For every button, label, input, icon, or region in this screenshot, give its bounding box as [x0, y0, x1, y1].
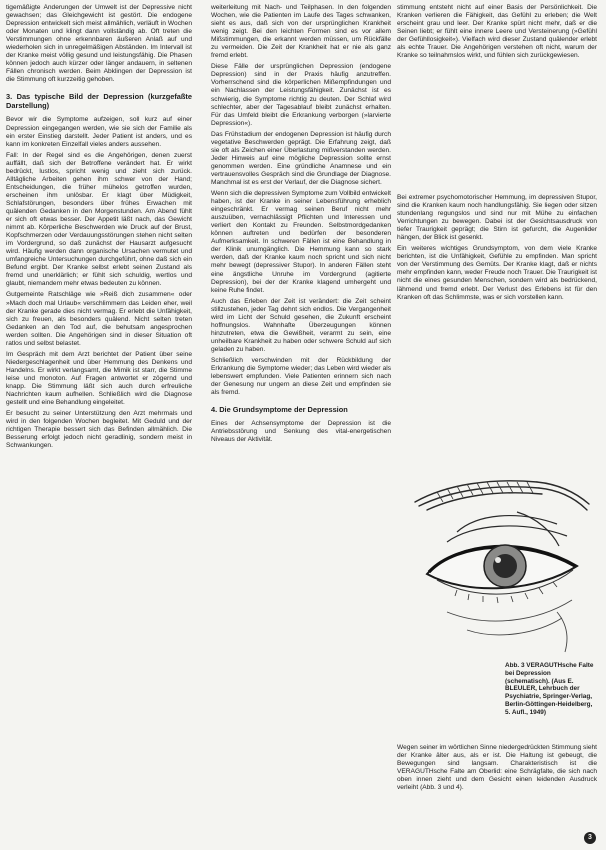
- paragraph: Wegen seiner im wörtlichen Sinne niedergedrückten Stimmung sieht der Kranke älter aus, als er ist. Die Haltung ist gebeugt, die Bewegungen sind langsam. Charakteristisch ist die VERAGUTHsche Falte am Oberlid: eine Schrägfalte, die sich nach oben innen zieht und dem Gesicht einen leidenden Ausdruck verleiht (Abb. 3 und 4).: [397, 744, 597, 792]
- paragraph: Eines der Achsensymptome der Depression ist die Antriebsstörung und Senkung des vital-energetischen Niveaus der Aktivität.: [211, 420, 391, 444]
- paragraph: Fall: In der Regel sind es die Angehörigen, denen zuerst auffällt, daß sich der Betroffene verändert hat. Er wirkt bedrückt, lustlos, spricht wenig und zieht sich zurück. Alltägliche Arbeiten gehen ihm schwer von der Hand; Entscheidungen, die früher mühelos getroffen wurden, erscheinen ihm unlösbar. Er klagt über Müdigkeit, Schlafstörungen, besonders über frühes Erwachen mit quälenden Gedanken in den Morgenstunden. Am Abend fühlt er sich oft etwas besser. Der Appetit läßt nach, das Gewicht nimmt ab. Körperliche Beschwerden wie Druck auf der Brust, Kopfschmerzen oder Verdauungsstörungen stehen nicht selten im Vordergrund, so daß zunächst der Hausarzt aufgesucht wird. Häufig werden dann organische Ursachen vermutet und umfangreiche Untersuchungen durchgeführt, ohne daß sich ein Befund ergibt. Der Kranke selbst erlebt seinen Zustand als fremd und unerklärlich; er fühlt sich schuldig, wertlos und glaubt, niemandem mehr etwas bedeuten zu können.: [6, 151, 192, 288]
- section-heading: 3. Das typische Bild der Depression (kurzgefaßte Darstellung): [6, 92, 192, 111]
- page-number: 3: [584, 832, 596, 844]
- text-column-left: [6, 4, 192, 846]
- paragraph: Im Gespräch mit dem Arzt berichtet der Patient über seine Niedergeschlagenheit und über Hemmung des Denkens und Handelns. Er wirkt verlangsamt, die Mimik ist starr, die Stimme leise und monoton. Auf Fragen antwortet er zögernd und knapp. Die Stimmung läßt sich auch durch erfreuliche Nachrichten kaum aufhellen. Schließlich wird die Diagnose gestellt und eine Behandlung eingeleitet.: [6, 350, 192, 407]
- eye-illustration: [397, 462, 603, 662]
- paragraph: Er besucht zu seiner Unterstützung den Arzt mehrmals und wird in den folgenden Wochen begleitet. Mit Geduld und der richtigen Therapie bessert sich das Befinden allmählich. Die Besserung erfolgt jedoch nicht geradlinig, sondern meist in Schwankungen.: [6, 410, 192, 450]
- paragraph: stimmung entsteht nicht auf einer Basis der Persönlichkeit. Die Kranken verlieren die Fähigkeit, das Gefühl zu erleben; die Welt erscheint grau und leer. Der Kranke spürt nicht mehr, daß er die Seinen liebt; er fühlt eine innere Leere und Versteinerung (»Gefühl der Gefühllosigkeit«). Vielfach wird dieser Zustand quälender erlebt als echte Trauer. Die Angehörigen verstehen oft nicht, warum der Kranke so teilnahmslos wirkt, und fühlen sich zurückgewiesen.: [397, 4, 597, 60]
- paragraph: Bei extremer psychomotorischer Hemmung, im depressiven Stupor, sind die Kranken kaum noch handlungsfähig. Sie liegen oder sitzen stundenlang regungslos und sind nur mit Mühe zu einfachen Verrichtungen zu bewegen. Dabei ist der Gesichtsausdruck von tiefer Traurigkeit geprägt; die Stirn ist gefurcht, die Augenlider hängen, der Blick ist gesenkt.: [397, 194, 597, 242]
- paragraph: Diese Fälle der ursprünglichen Depression (endogene Depression) sind in der Praxis häufig anzutreffen. Vorherrschend sind die körperlichen Mißempfindungen und ein Nachlassen der Leistungsfähigkeit. Zunächst ist es schwierig, die Symptome richtig zu deuten. Der Schlaf wird schlechter, aber der Tagesablauf bleibt zunächst erhalten. Für das Umfeld bleibt die Erkrankung verborgen (»larvierte Depression«).: [211, 63, 391, 127]
- paragraph: Schließlich verschwinden mit der Rückbildung der Erkrankung die Symptome wieder; das Leben wird wieder als lebenswert empfunden. Viele Patienten erinnern sich nach der Genesung nur ungern an diese Zeit und empfinden sie als fremd.: [211, 356, 391, 397]
- text-column-right: [397, 4, 597, 846]
- figure-caption: Abb. 3 VERAGUTHsche Falte bei Depression (schematisch). (Aus E. BLEULER, Lehrbuch der Psychiatrie, Springer-Verlag, Berlin-Göttingen-Heidelberg, 5. Aufl., 1949): [505, 662, 594, 716]
- text-column-middle: [211, 4, 391, 846]
- paragraph: Das Frühstadium der endogenen Depression ist häufig durch vegetative Beschwerden geprägt. Die Erfahrung zeigt, daß sie oft als Zeichen einer Überlastung mißverstanden werden. Jeder Hinweis auf eine mögliche Depression sollte ernst genommen werden. Eine gründliche Anamnese und ein vertrauensvolles Gespräch sind die Grundlage der Diagnose. Manchmal ist es erst der Verlauf, der die Diagnose sichert.: [211, 130, 391, 186]
- paragraph: Gutgemeinte Ratschläge wie »Reiß dich zusammen« oder »Mach doch mal Urlaub« verschlimmern das Leiden eher, weil der Kranke gerade dies nicht vermag. Er erlebt die Unfähigkeit, sich zu freuen, als besonders quälend. Nicht selten treten Gedanken an den Tod auf, die behutsam angesprochen werden sollten. Die Angehörigen sind in dieser Situation oft ratlos und selbst belastet.: [6, 291, 192, 347]
- paragraph: Wenn sich die depressiven Symptome zum Vollbild entwickelt haben, ist der Kranke in seiner Lebensführung erheblich eingeschränkt. Er vermag seinen Beruf nicht mehr auszuüben, vernachlässigt Pflichten und Interessen und verliert den Kontakt zu Freunden. Selbstmordgedanken können auftreten und bedürfen der besonderen Aufmerksamkeit. In schweren Fällen ist eine Behandlung in der Klinik unumgänglich. Die Hemmung kann so stark werden, daß der Kranke kaum noch spricht und sich nicht mehr bewegt (depressiver Stupor). In anderen Fällen steht eine ängstliche Unruhe im Vordergrund (agitierte Depression), bei der der Kranke klagend umhergeht und keine Ruhe findet.: [211, 190, 391, 294]
- paragraph: tigemäßigte Änderungen der Umwelt ist der Depressive nicht gewachsen; das Gleichgewicht ist gestört. Die endogene Depression entwickelt sich meist allmählich, verläuft in Wochen oder Monaten und klingt dann vollständig ab. Oft treten die Verstimmungen ohne erkennbaren äußeren Anlaß auf und wiederholen sich in unregelmäßigen Abständen. Im Intervall ist der Kranke meist völlig gesund und leistungsfähig. Die Phasen können jedoch auch kürzer oder länger andauern, in seltenen Fällen chronisch werden. Beim Abklingen der Depression ist die Stimmung oft kurzzeitig gehoben.: [6, 4, 192, 84]
- paragraph: Bevor wir die Symptome aufzeigen, soll kurz auf einer Depression eingegangen werden, wie sie sich der Familie als ein erster Einstieg darstellt. Jeder Patient ist anders, und es kann im konkreten Einzelfall vieles anders aussehen.: [6, 116, 192, 148]
- paragraph: weiterleitung mit Nach- und Teilphasen. In den folgenden Wochen, wie die Patienten im Laufe des Tages schwanken, sieht es aus, daß sich von der ursprünglichen Krankheit wenig zeigt. Bei den leichten Formen sind es vor allem Mißstimmungen, die erkannt werden müssen, um Rückfälle zu vermeiden. Die Zeit der Krankheit hat er nie als ganz fremd erlebt.: [211, 4, 391, 60]
- paragraph: Ein weiteres wichtiges Grundsymptom, von dem viele Kranke berichten, ist die Unfähigkeit, Gefühle zu empfinden. Man spricht von der Verstimmung des Gemüts. Der Kranke klagt, daß er nichts mehr empfinden kann, weder Freude noch Trauer. Die Traurigkeit ist nicht die eines gesunden Menschen, sondern wird als bedrückend, lähmend und fremd erlebt. Der Verlust des Erlebens ist für den Kranken oft das Schlimmste, was er sich vorstellen kann.: [397, 245, 597, 301]
- paragraph: Auch das Erleben der Zeit ist verändert: die Zeit scheint stillzustehen, jeder Tag dehnt sich endlos. Die Vergangenheit wird im Licht der Schuld gesehen, die Zukunft erscheint hoffnungslos. Wahnhafte Überzeugungen können hinzutreten, etwa die Gewißheit, verarmt zu sein, eine unheilbare Krankheit zu haben oder schwere Schuld auf sich geladen zu haben.: [211, 297, 391, 353]
- section-heading: 4. Die Grundsymptome der Depression: [211, 405, 348, 415]
